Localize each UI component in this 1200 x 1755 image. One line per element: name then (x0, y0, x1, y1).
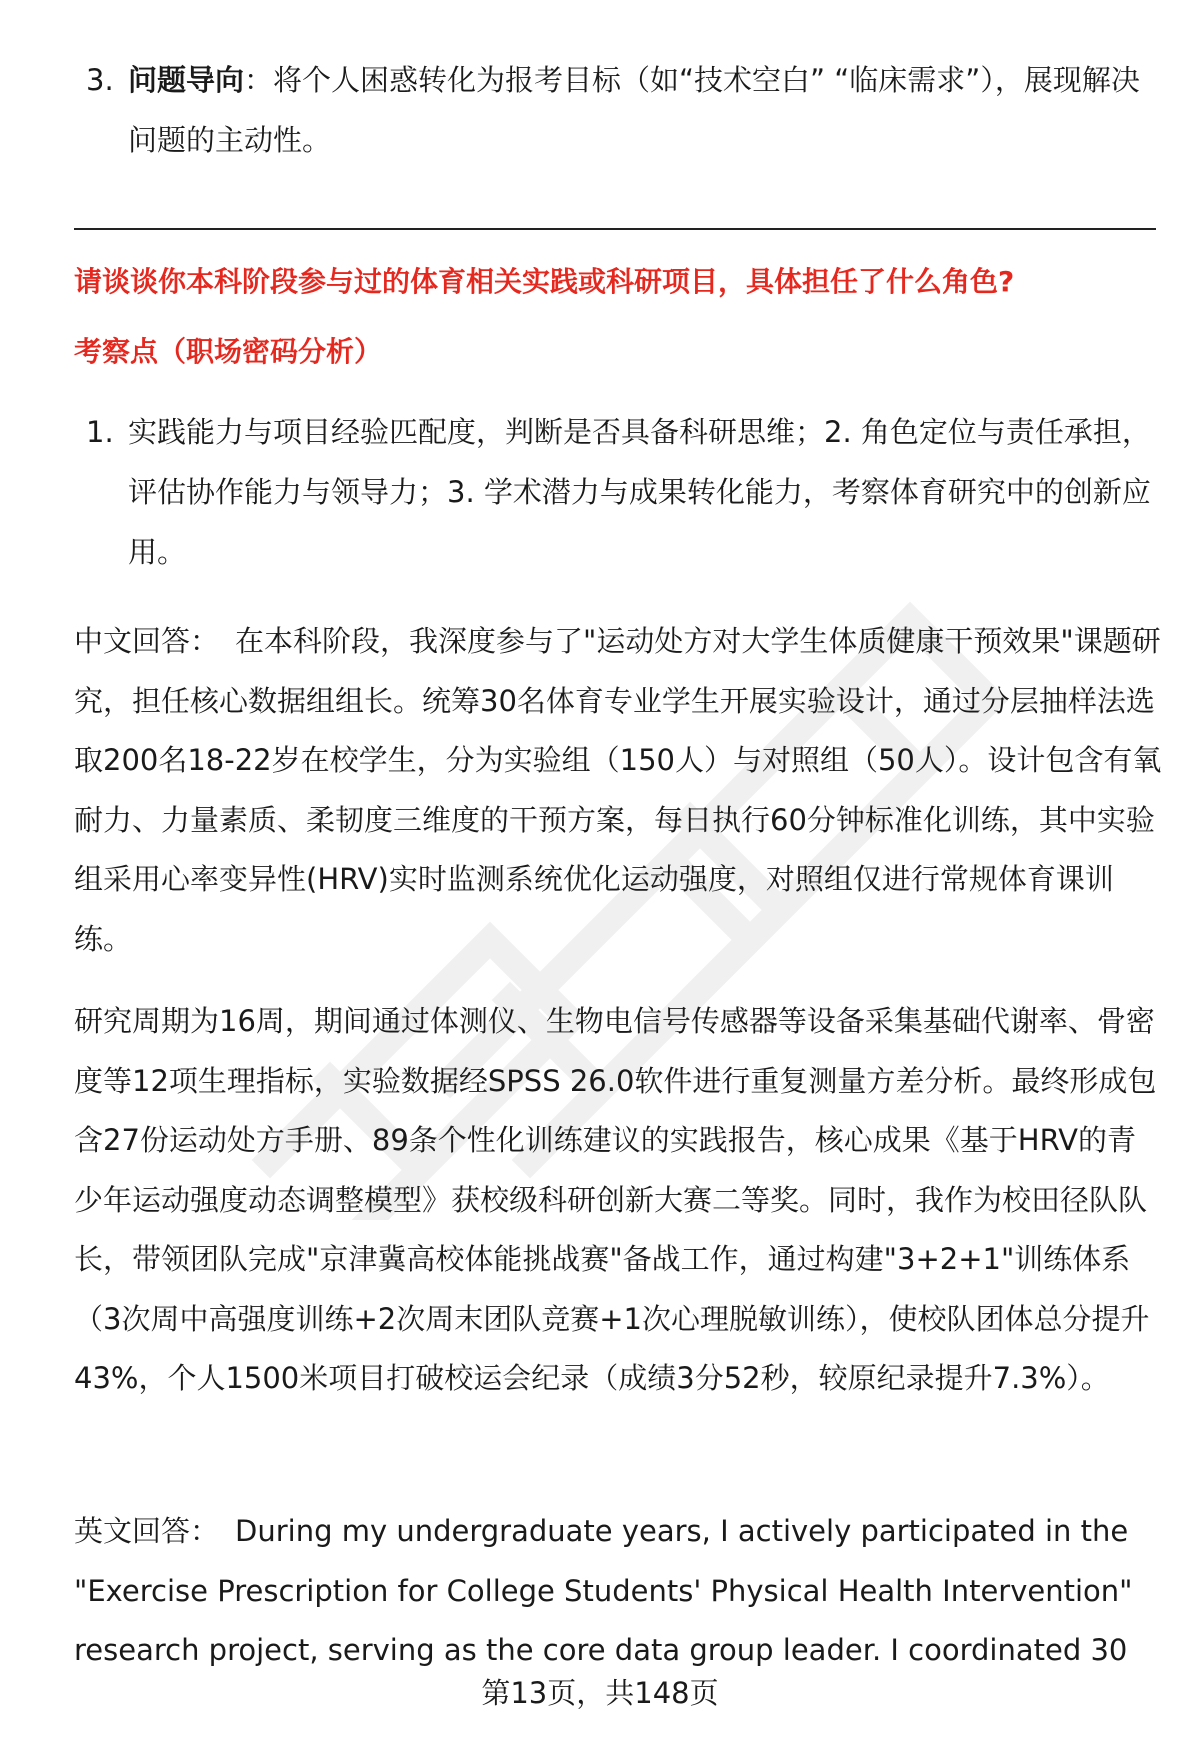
chinese-answer-paragraph-1 (74, 612, 1164, 969)
chinese-answer-text-1: 在本科阶段，我深度参与了"运动处方对大学生体质健康干预效果"课题研究，担任核心数据组组长。统筹30名体育专业学生开展实验设计，通过分层抽样法选取200名18-22岁在校学生，分为实验组（150人）与对照组（50人）。设计包含有氧耐力、力量素质、柔韧度三维度的干预方案，每日执行60分钟标准化训练，其中实验组采用心率变异性(HRV)实时监测系统优化运动强度，对照组仅进行常规体育课训练。 (74, 624, 1162, 956)
question-heading: 请谈谈你本科阶段参与过的体育相关实践或科研项目，具体担任了什么角色? (74, 265, 1015, 298)
page-number-footer: 第13页，共148页 (481, 1676, 719, 1710)
section-divider (74, 228, 1156, 230)
english-answer-label: 英文回答： (74, 1514, 220, 1548)
assessment-list-item (74, 402, 1154, 582)
list-item-number: 1. (86, 415, 114, 449)
english-answer-text: During my undergraduate years, I actively participated in the "Exercise Prescription for College Students' Physical Health Intervention" research project, serving as the core data group leader. I coordinated 30 (74, 1514, 1133, 1667)
chinese-answer-label: 中文回答： (74, 624, 220, 658)
list-item-text: ：将个人困惑转化为报考目标（如“技术空白” “临床需求”），展现解决问题的主动性。 (128, 63, 1140, 157)
list-item-text: 实践能力与项目经验匹配度，判断是否具备科研思维；2. 角色定位与责任承担，评估协作能力与领导力；3. 学术潜力与成果转化能力，考察体育研究中的创新应用。 (128, 415, 1151, 569)
english-answer-paragraph (74, 1502, 1164, 1681)
assessment-heading: 考察点（职场密码分析） (74, 335, 383, 368)
list-item-title: 问题导向 (128, 63, 245, 97)
chinese-answer-paragraph-2: 研究周期为16周，期间通过体测仪、生物电信号传感器等设备采集基础代谢率、骨密度等12项生理指标，实验数据经SPSS 26.0软件进行重复测量方差分析。最终形成包含27份运动处方手册、89条个性化训练建议的实践报告，核心成果《基于HRV的青少年运动强度动态调整模型》获校级科研创新大赛二等奖。同时，我作为校田径队队长，带领团队完成"京津冀高校体能挑战赛"备战工作，通过构建"3+2+1"训练体系（3次周中高强度训练+2次周末团队竞赛+1次心理脱敏训练），使校队团体总分提升43%，个人1500米项目打破校运会纪录（成绩3分52秒，较原纪录提升7.3%）。 (74, 1004, 1157, 1395)
list-item-number: 3. (86, 63, 114, 97)
list-item-3 (74, 50, 1154, 170)
